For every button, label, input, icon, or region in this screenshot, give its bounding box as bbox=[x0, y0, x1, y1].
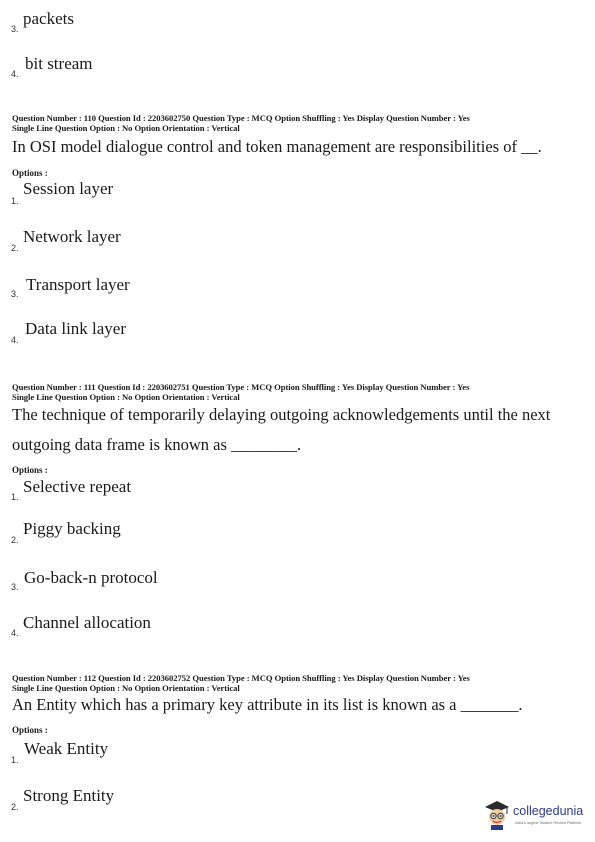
option-text: bit stream bbox=[25, 54, 93, 73]
question-stem: An Entity which has a primary key attribute in its list is known as a _______. bbox=[12, 695, 523, 714]
question-meta-line: Single Line Question Option : No Option Orientation : Vertical bbox=[12, 682, 240, 693]
question-meta bbox=[12, 674, 470, 693]
question-meta bbox=[12, 383, 469, 402]
question-meta-line: Question Number : 111 Question Id : 2203602751 Question Type : MCQ Option Shuffling : Yes Display Question Number : Yes bbox=[12, 382, 470, 392]
option-number: 3. bbox=[11, 582, 19, 592]
option-number: 2. bbox=[11, 243, 19, 253]
option-text: packets bbox=[23, 9, 74, 28]
option-text: Selective repeat bbox=[23, 477, 132, 496]
question-meta-line: Single Line Question Option : No Option Orientation : Vertical bbox=[12, 391, 240, 402]
question-stem: In OSI model dialogue control and token management are responsibilities of __. bbox=[12, 137, 542, 156]
option-number: 4. bbox=[11, 628, 19, 638]
question-meta-line: Single Line Question Option : No Option Orientation : Vertical bbox=[12, 122, 240, 133]
option-text: Session layer bbox=[23, 179, 114, 198]
option-text: Piggy backing bbox=[23, 519, 121, 538]
option-number: 4. bbox=[11, 335, 19, 345]
option-number: 3. bbox=[11, 24, 19, 34]
option-number: 1. bbox=[11, 755, 19, 765]
question-meta-line: Question Number : 112 Question Id : 2203602752 Question Type : MCQ Option Shuffling : Yes Display Question Number : Yes bbox=[12, 673, 470, 683]
logo-wordmark: collegedunia bbox=[513, 804, 584, 818]
question-stem: outgoing data frame is known as ________. bbox=[12, 435, 302, 454]
option-text: Channel allocation bbox=[23, 613, 151, 632]
option-text: Transport layer bbox=[26, 275, 130, 294]
option-number: 2. bbox=[11, 802, 19, 812]
option-number: 1. bbox=[11, 492, 19, 502]
options-label: Options : bbox=[12, 725, 48, 735]
option-number: 1. bbox=[11, 196, 19, 206]
option-text: Network layer bbox=[23, 227, 121, 246]
option-text: Data link layer bbox=[25, 319, 127, 338]
option-text: Weak Entity bbox=[24, 739, 109, 758]
question-meta bbox=[12, 114, 470, 133]
question-stem: The technique of temporarily delaying outgoing acknowledgements until the next bbox=[12, 405, 551, 424]
option-text: Go-back-n protocol bbox=[24, 568, 158, 587]
options-label: Options : bbox=[12, 168, 48, 178]
option-number: 2. bbox=[11, 535, 19, 545]
logo-tagline: India's largest Student Review Platform bbox=[515, 821, 582, 825]
option-number: 4. bbox=[11, 69, 19, 79]
options-label: Options : bbox=[12, 465, 48, 475]
collegedunia-logo bbox=[482, 798, 592, 832]
question-meta-line: Question Number : 110 Question Id : 2203602750 Question Type : MCQ Option Shuffling : Yes Display Question Number : Yes bbox=[12, 113, 470, 123]
graduate-mascot-icon bbox=[482, 798, 512, 830]
option-number: 3. bbox=[11, 289, 19, 299]
option-text: Strong Entity bbox=[23, 786, 115, 805]
